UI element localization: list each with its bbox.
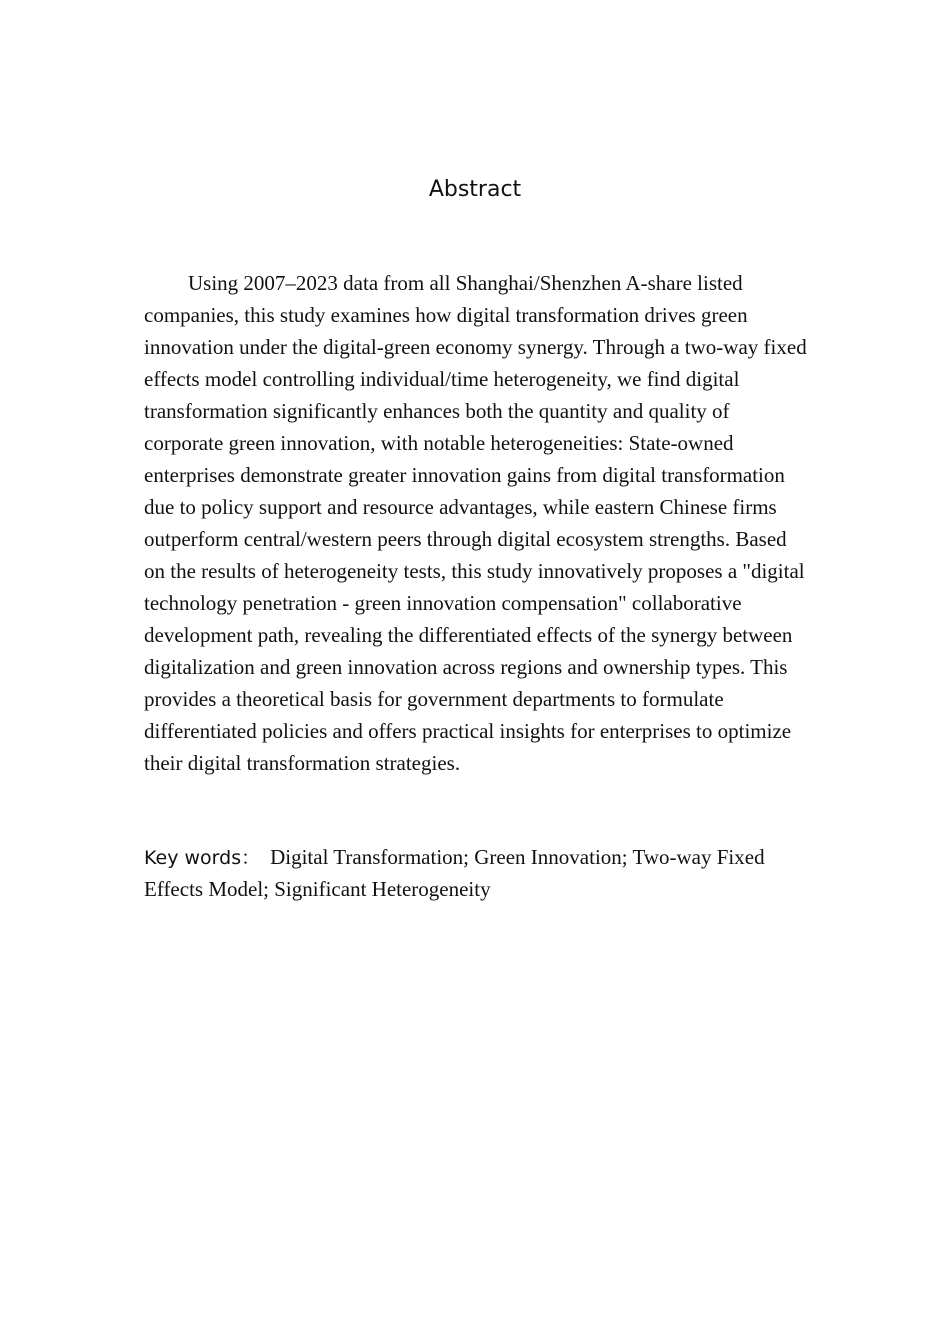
page-title: Abstract — [428, 177, 522, 202]
keywords-label: Key words： — [144, 847, 261, 869]
abstract-paragraph: Using 2007–2023 data from all Shanghai/Shenzhen A-share listed companies, this study examines how digital transformation drives green innovation under the digital-green economy synergy. Through a two-way fixed effects model controlling individual/time heterogeneity, we find digital transformation significantly enhances both the quantity and quality of corporate green innovation, with notable heterogeneities: State-owned enterprises demonstrate greater innovation gains from digital transformation due to policy support and resource advantages, while eastern Chinese firms outperform central/western peers through digital ecosystem strengths. Based on the results of heterogeneity tests, this study innovatively proposes a "digital technology penetration - green innovation compensation" collaborative development path, revealing the differentiated effects of the synergy between digitalization and green innovation across regions and ownership types. This provides a theoretical basis for government departments to formulate differentiated policies and offers practical insights for enterprises to optimize their digital transformation strategies. — [144, 271, 807, 775]
keywords-text: Digital Transformation; Green Innovation; Two-way Fixed Effects Model; Significant Heterogeneity — [144, 845, 765, 901]
keywords-line — [144, 842, 809, 905]
